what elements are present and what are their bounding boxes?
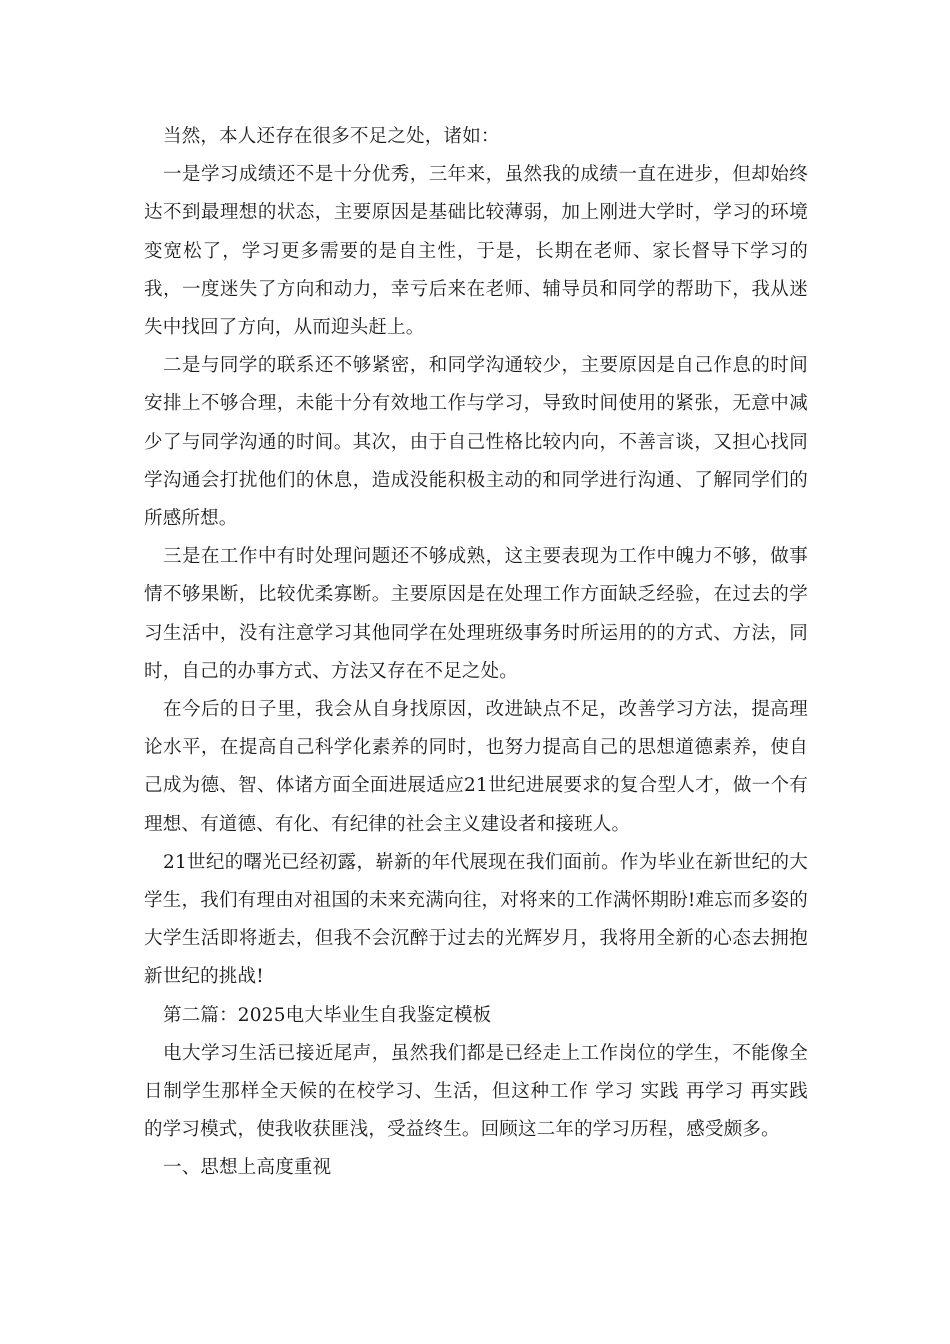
- paragraph-conclusion: 21世纪的曙光已经初露，崭新的年代展现在我们面前。作为毕业在新世纪的大学生，我们有理由对祖国的未来充满向往，对将来的工作满怀期盼!难忘而多姿的大学生活即将逝去，但我不会沉醉于过去的光辉岁月，我将用全新的心态去拥抱新世纪的挑战!: [144, 851, 808, 988]
- subheading-thought: 一、思想上高度重视: [163, 1157, 332, 1179]
- paragraph-point-two: 二是与同学的联系还不够紧密，和同学沟通较少，主要原因是自己作息的时间安排上不够合理，未能十分有效地工作与学习，导致时间使用的紧张，无意中减少了与同学沟通的时间。其次，由于自己性格比较内向，不善言谈，又担心找同学沟通会打扰他们的休息，造成没能积极主动的和同学进行沟通、了解同学们的所感所想。: [144, 355, 808, 530]
- paragraph-point-three: 三是在工作中有时处理问题还不够成熟，这主要表现为工作中魄力不够，做事情不够果断，比较优柔寡断。主要原因是在处理工作方面缺乏经验，在过去的学习生活中，没有注意学习其他同学在处理班级事务时所运用的的方式、方法，同时，自己的办事方式、方法又存在不足之处。: [144, 546, 808, 682]
- document-body: [144, 118, 808, 1188]
- paragraph-intro: 当然，本人还存在很多不足之处，诸如：: [163, 126, 500, 147]
- section-heading-second: 第二篇：2025电大毕业生自我鉴定模板: [163, 1004, 492, 1026]
- paragraph-point-one: 一是学习成绩还不是十分优秀，三年来，虽然我的成绩一直在进步，但却始终达不到最理想的状态，主要原因是基础比较薄弱，加上刚进大学时，学习的环境变宽松了，学习更多需要的是自主性，于是，长期在老师、家长督导下学习的我，一度迷失了方向和动力，幸亏后来在老师、辅导员和同学的帮助下，我从迷失中找回了方向，从而迎头赶上。: [144, 164, 808, 339]
- paragraph-second-intro: 电大学习生活已接近尾声，虽然我们都是已经走上工作岗位的学生，不能像全日制学生那样全天候的在校学习、生活，但这种工作 学习 实践 再学习 再实践 的学习模式，使我收获匪浅，受益终生。回顾这二年的学习历程，感受颇多。: [144, 1042, 808, 1141]
- paragraph-future-plan: 在今后的日子里，我会从自身找原因，改进缺点不足，改善学习方法，提高理论水平，在提高自己科学化素养的同时，也努力提高自己的思想道德素养，使自己成为德、智、体诸方面全面进展适应21世纪进展要求的复合型人才，做一个有理想、有道德、有化、有纪律的社会主义建设者和接班人。: [144, 699, 808, 835]
